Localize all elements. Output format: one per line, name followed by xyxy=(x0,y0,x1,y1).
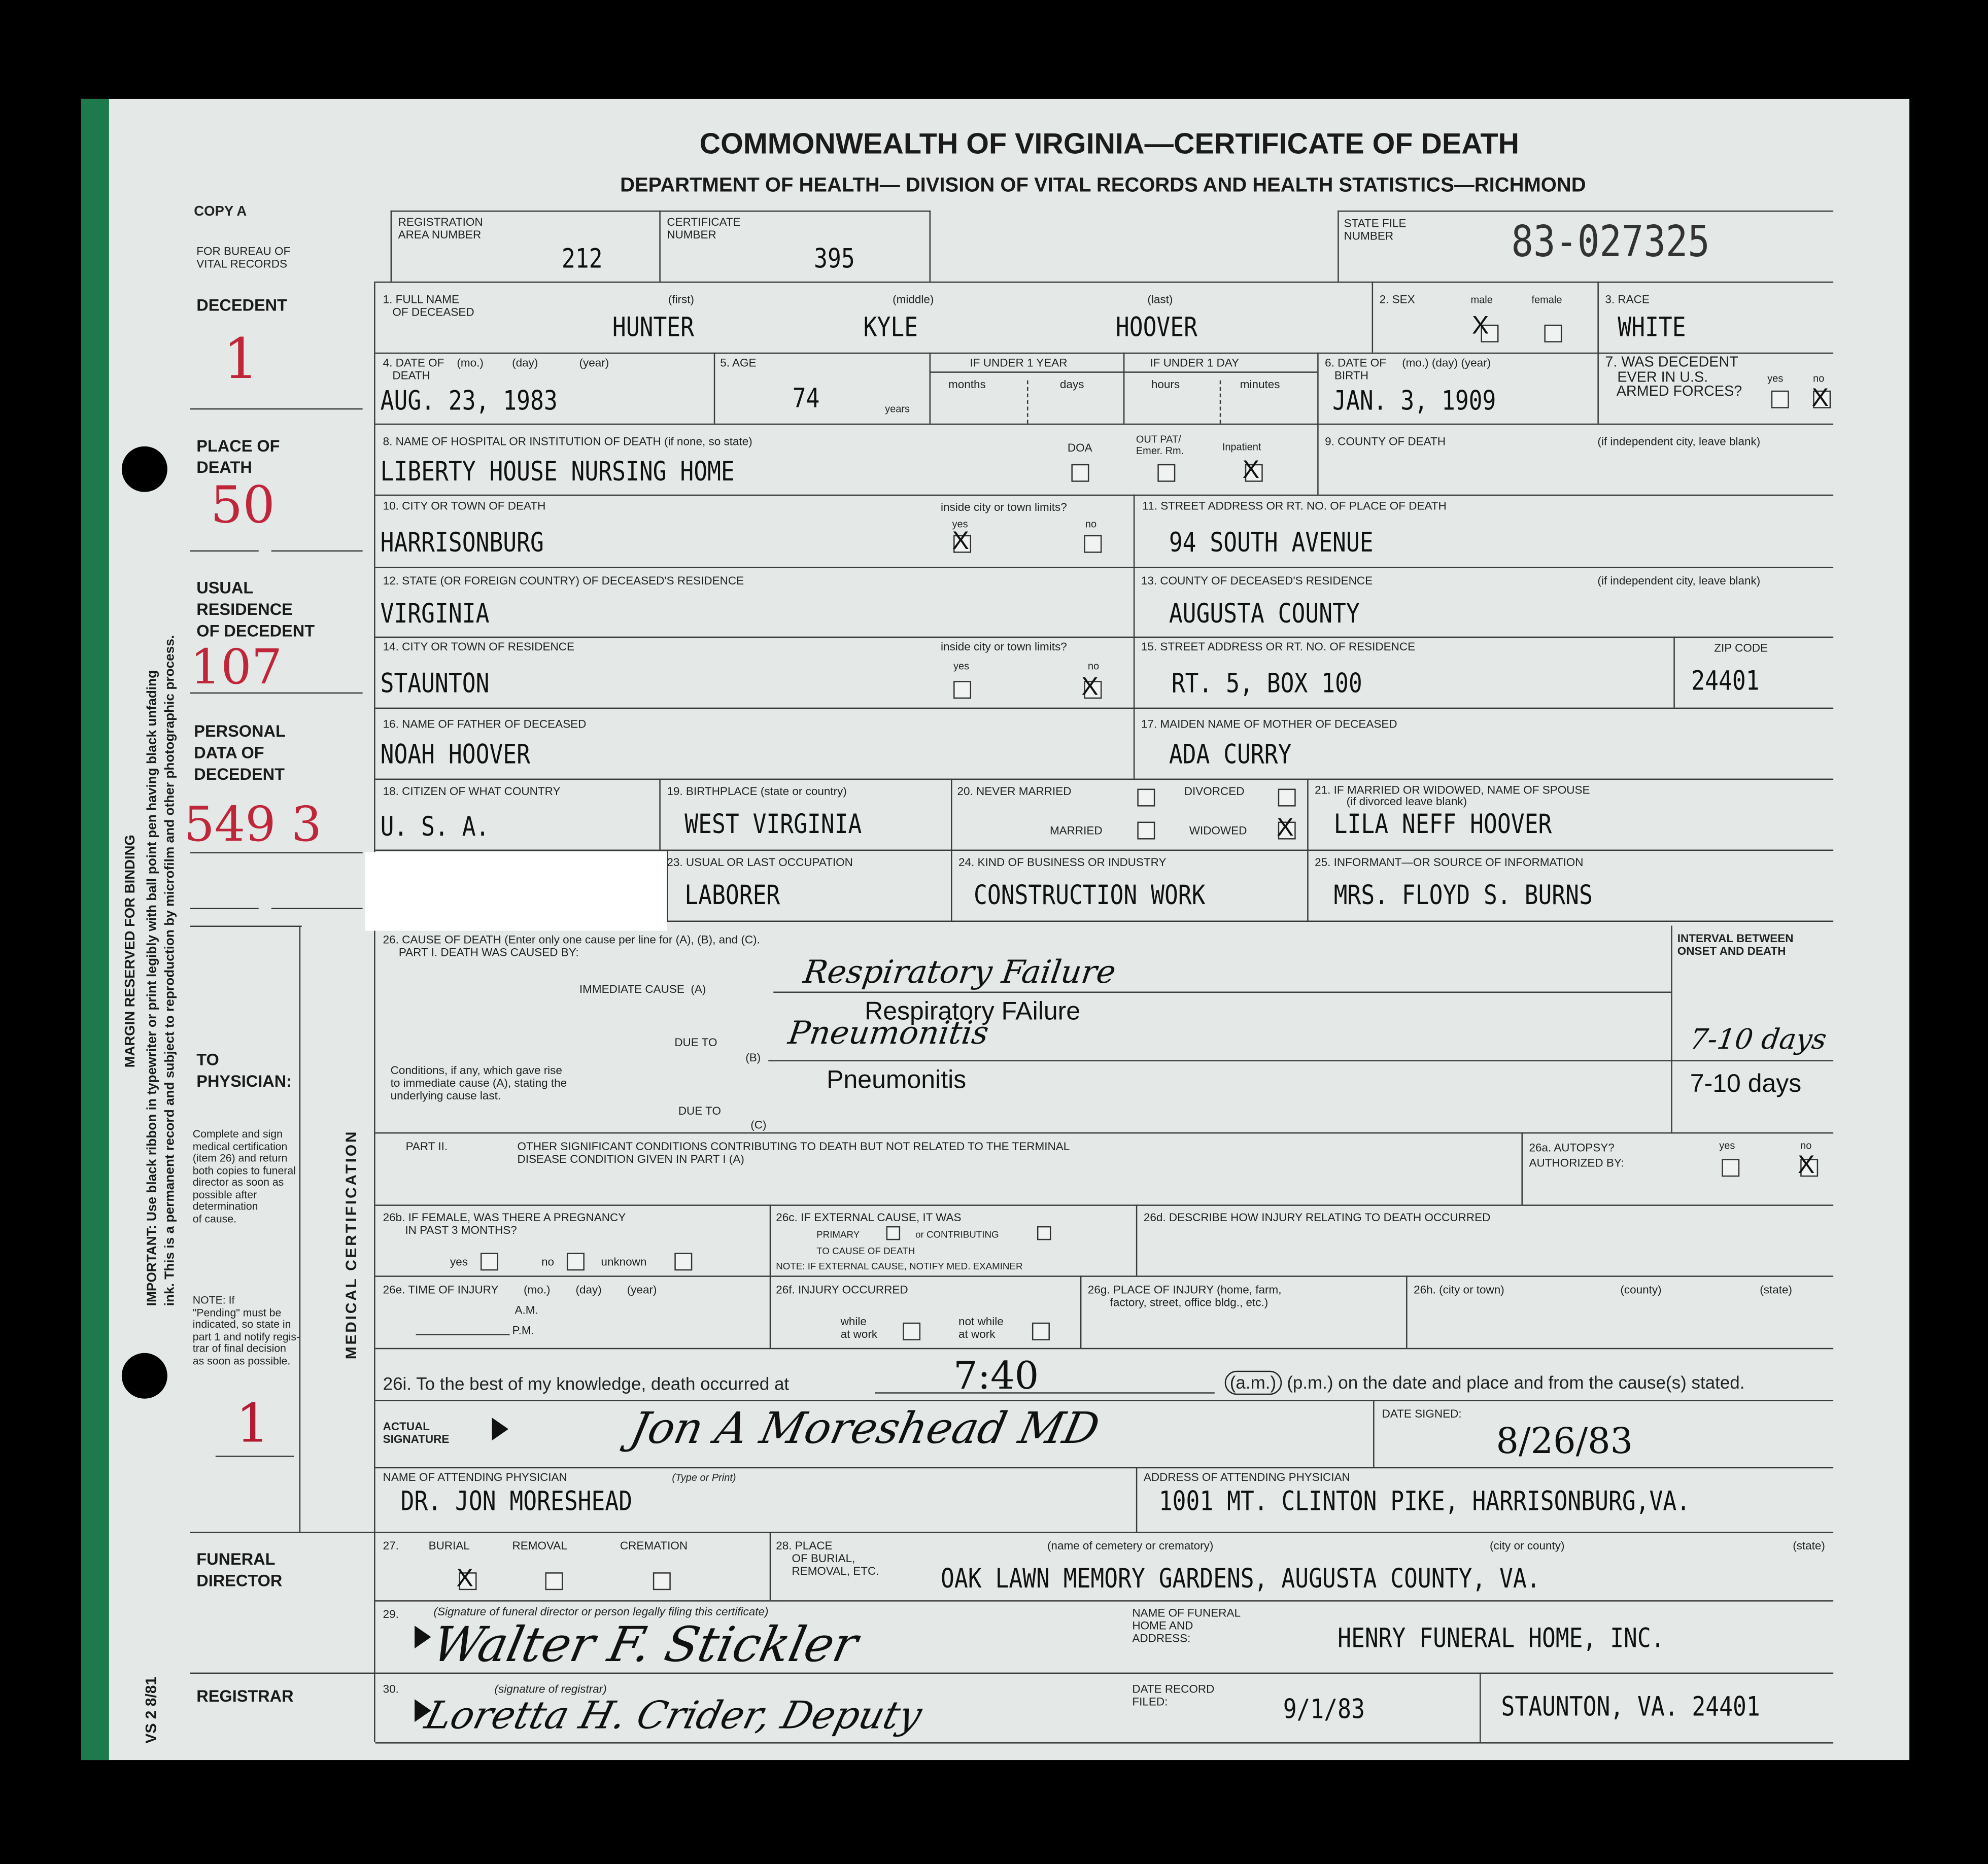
b-label: (B) xyxy=(745,1051,761,1064)
city-county-label: (city or county) xyxy=(1489,1539,1565,1552)
autopsy-label: 26a. AUTOPSY? AUTHORIZED BY: xyxy=(1529,1141,1624,1169)
external-cause-label: 26c. IF EXTERNAL CAUSE, IT WAS xyxy=(776,1211,962,1224)
cause-b-handwritten: Pneumonitis xyxy=(786,1014,991,1051)
field-30-label: 30. xyxy=(383,1682,399,1696)
days-label: days xyxy=(1059,377,1084,391)
time-statement-end: (p.m.) on the date and place and from the cause(s) stated. xyxy=(1287,1372,1745,1393)
interval-typed: 7-10 days xyxy=(1690,1070,1802,1098)
armed-yes-checkbox[interactable] xyxy=(1771,391,1789,408)
funeral-city-address: STAUNTON, VA. 24401 xyxy=(1501,1692,1760,1722)
inpatient-check-mark: X xyxy=(1242,456,1260,485)
hospital-name: LIBERTY HOUSE NURSING HOME xyxy=(380,456,735,487)
city-of-death: HARRISONBURG xyxy=(380,527,544,558)
informant-label: 25. INFORMANT—OR SOURCE OF INFORMATION xyxy=(1315,856,1584,869)
pregnancy-no-checkbox[interactable] xyxy=(567,1253,585,1270)
married-label: MARRIED xyxy=(1049,824,1103,837)
pm-label: P.M. xyxy=(512,1324,534,1337)
spouse-name: LILA NEFF HOOVER xyxy=(1333,809,1552,840)
race-label: 3. RACE xyxy=(1605,293,1650,306)
not-while-work-checkbox[interactable] xyxy=(1032,1323,1050,1340)
middle-name: KYLE xyxy=(863,312,918,342)
field-1-label: 1. FULL NAME OF DECEASED xyxy=(383,293,474,319)
male-label: male xyxy=(1470,294,1493,306)
not-while-work-label: not while at work xyxy=(958,1315,1004,1340)
city-death-label: 10. CITY OR TOWN OF DEATH xyxy=(383,499,546,512)
county-residence-label: 13. COUNTY OF DECEASED'S RESIDENCE xyxy=(1141,574,1373,588)
race-value: WHITE xyxy=(1618,312,1686,342)
physician-address-label: ADDRESS OF ATTENDING PHYSICIAN xyxy=(1143,1471,1350,1484)
physician-code: 1 xyxy=(235,1392,270,1455)
document-title: COMMONWEALTH OF VIRGINIA—CERTIFICATE OF DEATH xyxy=(699,126,1520,160)
death-inside-no-checkbox[interactable] xyxy=(1084,535,1102,553)
pregnancy-unknown-checkbox[interactable] xyxy=(674,1253,692,1270)
armed-yes-label: yes xyxy=(1767,372,1784,385)
armed-no-check-mark: X xyxy=(1811,384,1829,412)
document-subtitle: DEPARTMENT OF HEALTH— DIVISION OF VITAL RECORDS AND HEALTH STATISTICS—RICHMOND xyxy=(620,175,1586,197)
field-27-label: 27. xyxy=(383,1539,399,1552)
to-cause-label: TO CAUSE OF DEATH xyxy=(816,1245,915,1257)
age-years-label: years xyxy=(885,403,910,415)
injury-state-label: (state) xyxy=(1760,1283,1792,1296)
married-checkbox[interactable] xyxy=(1137,822,1155,840)
attending-physician-label: NAME OF ATTENDING PHYSICIAN xyxy=(383,1471,567,1484)
field-29-label: 29. xyxy=(383,1608,399,1621)
never-married-checkbox[interactable] xyxy=(1137,789,1155,807)
occupation: LABORER xyxy=(684,880,780,911)
registration-area-number: 212 xyxy=(561,243,603,274)
sex-female-checkbox[interactable] xyxy=(1544,325,1562,342)
registrar-signature: Loretta H. Crider, Deputy xyxy=(420,1694,927,1739)
am-circled: (a.m.) xyxy=(1225,1371,1281,1395)
industry-label: 24. KIND OF BUSINESS OR INDUSTRY xyxy=(958,856,1167,869)
copy-note: FOR BUREAU OF VITAL RECORDS xyxy=(196,245,291,270)
death-inside-yes-label: yes xyxy=(952,519,968,530)
pending-note: NOTE: If "Pending" must be indicated, so state in part 1 and notify regis- trar of final decision as soon as possible. xyxy=(192,1293,300,1367)
autopsy-yes-label: yes xyxy=(1719,1140,1735,1152)
occupation-label: 23. USUAL OR LAST OCCUPATION xyxy=(667,856,853,869)
injury-describe-label: 26d. DESCRIBE HOW INJURY RELATING TO DEATH OCCURRED xyxy=(1143,1211,1491,1224)
outpat-checkbox[interactable] xyxy=(1157,464,1175,482)
res-inside-limits-label: inside city or town limits? xyxy=(941,640,1067,653)
death-inside-yes-check-mark: X xyxy=(952,527,969,556)
copy-label: COPY A xyxy=(194,204,247,220)
cause-label: 26. CAUSE OF DEATH (Enter only one cause per line for (A), (B), and (C). PART I. DEATH WAS CAUSED BY: xyxy=(383,933,760,959)
injury-time-label: 26e. TIME OF INJURY (mo.) (day) (year) xyxy=(383,1283,657,1296)
medical-certification-label: MEDICAL CERTIFICATION xyxy=(342,1129,360,1360)
punch-hole xyxy=(122,1353,167,1399)
county-residence: AUGUSTA COUNTY xyxy=(1169,598,1360,629)
interval-handwritten: 7-10 days xyxy=(1688,1024,1829,1056)
autopsy-no-label: no xyxy=(1800,1140,1812,1152)
residence-code: 107 xyxy=(190,639,283,695)
hospital-label: 8. NAME OF HOSPITAL OR INSTITUTION OF DEATH (if none, so state) xyxy=(383,435,752,448)
res-inside-no-check-mark: X xyxy=(1081,673,1099,702)
death-date-label: 4. DATE OF (mo.) (day) (year) DEATH xyxy=(383,356,609,382)
place-burial-label: 28. PLACE OF BURIAL, REMOVAL, ETC. xyxy=(776,1539,879,1578)
sex-label: 2. SEX xyxy=(1379,293,1415,306)
type-print-label: (Type or Print) xyxy=(672,1472,736,1484)
certificate-number: 395 xyxy=(814,243,855,274)
state-residence-label: 12. STATE (OR FOREIGN COUNTRY) OF DECEASED'S RESIDENCE xyxy=(383,574,744,588)
birthplace-label: 19. BIRTHPLACE (state or country) xyxy=(667,785,847,798)
physician-instructions: Complete and sign medical certification (item 26) and return both copies to funeral director as soon as possible after determination of cause. xyxy=(192,1127,296,1225)
while-work-label: while at work xyxy=(840,1315,878,1340)
outpat-label: OUT PAT/ Emer. Rm. xyxy=(1136,433,1184,456)
res-inside-no-label: no xyxy=(1087,661,1100,672)
am-label: A.M. xyxy=(515,1303,538,1317)
inpatient-label: Inpatient xyxy=(1222,441,1261,453)
citizen-label: 18. CITIZEN OF WHAT COUNTRY xyxy=(383,785,561,798)
county-death-note: (if independent city, leave blank) xyxy=(1597,435,1761,448)
burial-label: BURIAL xyxy=(428,1539,470,1552)
burial-state-label: (state) xyxy=(1793,1539,1825,1552)
mother-name: ADA CURRY xyxy=(1169,739,1292,770)
date-filed: 9/1/83 xyxy=(1283,1694,1365,1725)
margin-title: MARGIN RESERVED FOR BINDING xyxy=(123,835,139,1068)
death-inside-no-label: no xyxy=(1085,519,1097,530)
punch-hole xyxy=(122,446,167,492)
doa-checkbox[interactable] xyxy=(1071,464,1089,482)
pregnancy-no-label: no xyxy=(541,1255,554,1268)
injury-county-label: (county) xyxy=(1620,1283,1662,1296)
divorced-label: DIVORCED xyxy=(1184,785,1245,798)
city-residence: STAUNTON xyxy=(380,668,490,699)
inside-limits-label: inside city or town limits? xyxy=(941,501,1067,514)
removal-checkbox[interactable] xyxy=(545,1572,563,1590)
first-label: (first) xyxy=(668,293,695,306)
cemetery-label: (name of cemetery or crematory) xyxy=(1047,1539,1214,1552)
signature-arrow-icon xyxy=(492,1418,508,1440)
last-label: (last) xyxy=(1147,293,1173,306)
interval-label: INTERVAL BETWEEN ONSET AND DEATH xyxy=(1677,932,1794,957)
cremation-label: CREMATION xyxy=(620,1539,688,1552)
minutes-label: minutes xyxy=(1240,377,1280,391)
injury-city-label: 26h. (city or town) xyxy=(1414,1283,1504,1296)
immediate-cause-label: IMMEDIATE CAUSE (A) xyxy=(579,982,706,995)
widowed-check-mark: X xyxy=(1277,814,1294,842)
date-signed-label: DATE SIGNED: xyxy=(1382,1407,1462,1421)
decedent-code: 1 xyxy=(223,327,259,392)
burial-check-mark: X xyxy=(456,1565,473,1593)
registrar-signature-label: (signature of registrar) xyxy=(494,1682,607,1696)
margin-important: IMPORTANT: Use black ribbon in typewriter or print legibly with ball point pen having black unfading xyxy=(144,670,160,1306)
while-work-checkbox[interactable] xyxy=(903,1323,920,1340)
section-decedent: DECEDENT xyxy=(196,295,287,315)
place-of-burial: OAK LAWN MEMORY GARDENS, AUGUSTA COUNTY, VA. xyxy=(941,1563,1540,1594)
cause-b-typed: Pneumonitis xyxy=(827,1066,967,1094)
autopsy-no-check-mark: X xyxy=(1798,1151,1815,1180)
pregnancy-label: 26b. IF FEMALE, WAS THERE A PREGNANCY IN PAST 3 MONTHS? xyxy=(383,1211,626,1236)
state-file-label: STATE FILE NUMBER xyxy=(1344,217,1407,243)
injury-occurred-label: 26f. INJURY OCCURRED xyxy=(776,1283,908,1296)
female-label: female xyxy=(1531,294,1562,306)
mother-label: 17. MAIDEN NAME OF MOTHER OF DECEASED xyxy=(1141,717,1397,731)
section-usual-residence: USUAL RESIDENCE OF DECEDENT xyxy=(196,578,315,641)
form-id: VS 2 8/81 xyxy=(142,1676,160,1744)
primary-label: PRIMARY xyxy=(816,1228,860,1240)
months-label: months xyxy=(948,377,986,391)
first-name: HUNTER xyxy=(612,312,695,342)
father-name: NOAH HOOVER xyxy=(380,739,531,770)
birth-date-label: 6. DATE OF (mo.) (day) (year) BIRTH xyxy=(1325,356,1491,382)
pregnancy-yes-label: yes xyxy=(450,1255,468,1268)
section-place-of-death: PLACE OF DEATH xyxy=(196,436,280,477)
contributing-checkbox[interactable] xyxy=(1037,1226,1051,1240)
doa-label: DOA xyxy=(1067,441,1092,454)
never-married-label: 20. NEVER MARRIED xyxy=(957,785,1072,798)
cremation-checkbox[interactable] xyxy=(653,1572,671,1590)
last-name: HOOVER xyxy=(1115,312,1197,342)
c-label: (C) xyxy=(750,1118,767,1131)
father-label: 16. NAME OF FATHER OF DECEASED xyxy=(383,717,587,731)
conditions-note: Conditions, if any, which gave rise to immediate cause (A), stating the underlying cause last. xyxy=(390,1063,567,1102)
street-death-label: 11. STREET ADDRESS OR RT. NO. OF PLACE OF DEATH xyxy=(1142,499,1447,512)
part2-text: OTHER SIGNIFICANT CONDITIONS CONTRIBUTING TO DEATH BUT NOT RELATED TO THE TERMINAL DISEASE CONDITION GIVEN IN PART I (A) xyxy=(517,1140,1070,1165)
street-residence: RT. 5, BOX 100 xyxy=(1171,668,1362,699)
place-code: 50 xyxy=(210,476,275,535)
state-residence: VIRGINIA xyxy=(380,598,490,629)
date-filed-label: DATE RECORD FILED: xyxy=(1132,1682,1215,1708)
contributing-label: or CONTRIBUTING xyxy=(915,1228,999,1240)
street-of-death: 94 SOUTH AVENUE xyxy=(1169,527,1374,558)
under-year-label: IF UNDER 1 YEAR xyxy=(970,356,1068,369)
funeral-home-label: NAME OF FUNERAL HOME AND ADDRESS: xyxy=(1132,1606,1241,1645)
county-death-label: 9. COUNTY OF DEATH xyxy=(1325,435,1446,448)
physician-address: 1001 MT. CLINTON PIKE, HARRISONBURG,VA. xyxy=(1158,1486,1691,1517)
cause-a-typed: Respiratory FAilure xyxy=(865,997,1081,1026)
city-residence-label: 14. CITY OR TOWN OF RESIDENCE xyxy=(383,640,574,653)
informant: MRS. FLOYD S. BURNS xyxy=(1333,880,1593,911)
street-residence-label: 15. STREET ADDRESS OR RT. NO. OF RESIDENCE xyxy=(1141,640,1416,653)
time-statement-label: 26i. To the best of my knowledge, death occurred at xyxy=(383,1373,790,1394)
registration-area-label: REGISTRATION AREA NUMBER xyxy=(398,215,483,241)
widowed-label: WIDOWED xyxy=(1189,824,1247,837)
physician-signature: Jon A Moreshead MD xyxy=(626,1403,1104,1455)
section-personal-data: PERSONAL DATA OF DECEDENT xyxy=(194,721,286,784)
death-time: 7:40 xyxy=(953,1354,1039,1399)
funeral-director-signature: Walter F. Stickler xyxy=(427,1616,863,1673)
due-to-c-label: DUE TO xyxy=(678,1104,721,1117)
res-inside-yes-checkbox[interactable] xyxy=(953,681,971,699)
under-day-label: IF UNDER 1 DAY xyxy=(1150,356,1240,369)
injury-place-label: 26g. PLACE OF INJURY (home, farm, factory, street, office bldg., etc.) xyxy=(1087,1283,1282,1309)
primary-checkbox[interactable] xyxy=(886,1226,900,1240)
actual-signature-label: ACTUAL SIGNATURE xyxy=(383,1420,450,1446)
citizen-country: U. S. A. xyxy=(380,811,490,842)
state-file-number: 83-027325 xyxy=(1511,217,1710,268)
cause-a-handwritten: Respiratory Failure xyxy=(801,953,1118,990)
external-note: NOTE: IF EXTERNAL CAUSE, NOTIFY MED. EXAMINER xyxy=(776,1260,1023,1272)
age-value: 74 xyxy=(792,383,820,413)
date-signed: 8/26/83 xyxy=(1496,1420,1633,1462)
birth-date: JAN. 3, 1909 xyxy=(1332,385,1496,416)
section-registrar: REGISTRAR xyxy=(196,1686,294,1706)
armed-no-label: no xyxy=(1813,372,1825,385)
due-to-b-label: DUE TO xyxy=(674,1035,717,1049)
county-residence-note: (if independent city, leave blank) xyxy=(1597,574,1761,588)
death-date: AUG. 23, 1983 xyxy=(380,385,558,416)
section-to-physician: TO PHYSICIAN: xyxy=(196,1050,292,1091)
funeral-arrow-icon xyxy=(415,1626,431,1648)
removal-label: REMOVAL xyxy=(512,1539,567,1552)
certificate-number-label: CERTIFICATE NUMBER xyxy=(667,215,741,241)
age-label: 5. AGE xyxy=(720,356,757,369)
personal-code: 549 3 xyxy=(184,796,322,852)
industry: CONSTRUCTION WORK xyxy=(974,880,1206,911)
spouse-label: 21. IF MARRIED OR WIDOWED, NAME OF SPOUSE (if divorced leave blank) xyxy=(1315,783,1590,808)
zip-label: ZIP CODE xyxy=(1714,641,1768,654)
birthplace: WEST VIRGINIA xyxy=(684,809,862,840)
margin-important-2: ink. This is a permanent record and subject to reproduction by microfilm and other photographic process. xyxy=(162,635,178,1306)
sex-male-check-mark: X xyxy=(1472,312,1489,340)
pregnancy-yes-checkbox[interactable] xyxy=(481,1253,498,1270)
divorced-checkbox[interactable] xyxy=(1278,789,1296,807)
hours-label: hours xyxy=(1151,377,1180,391)
zip-code: 24401 xyxy=(1691,666,1760,697)
section-funeral-director: FUNERAL DIRECTOR xyxy=(196,1549,283,1591)
middle-label: (middle) xyxy=(893,293,934,306)
binding-margin-stripe xyxy=(81,99,109,1760)
armed-forces-label: 7. WAS DECEDENT EVER IN U.S. ARMED FORCES? xyxy=(1605,355,1742,400)
funeral-home-name: HENRY FUNERAL HOME, INC. xyxy=(1338,1623,1665,1654)
res-inside-yes-label: yes xyxy=(953,661,970,672)
pregnancy-unknown-label: unknown xyxy=(601,1255,647,1268)
autopsy-yes-checkbox[interactable] xyxy=(1722,1159,1739,1177)
redaction-block xyxy=(365,852,667,931)
attending-physician-name: DR. JON MORESHEAD xyxy=(400,1486,633,1517)
part2-label: PART II. xyxy=(405,1140,448,1153)
funeral-signature-label: (Signature of funeral director or person legally filing this certificate) xyxy=(433,1605,769,1618)
